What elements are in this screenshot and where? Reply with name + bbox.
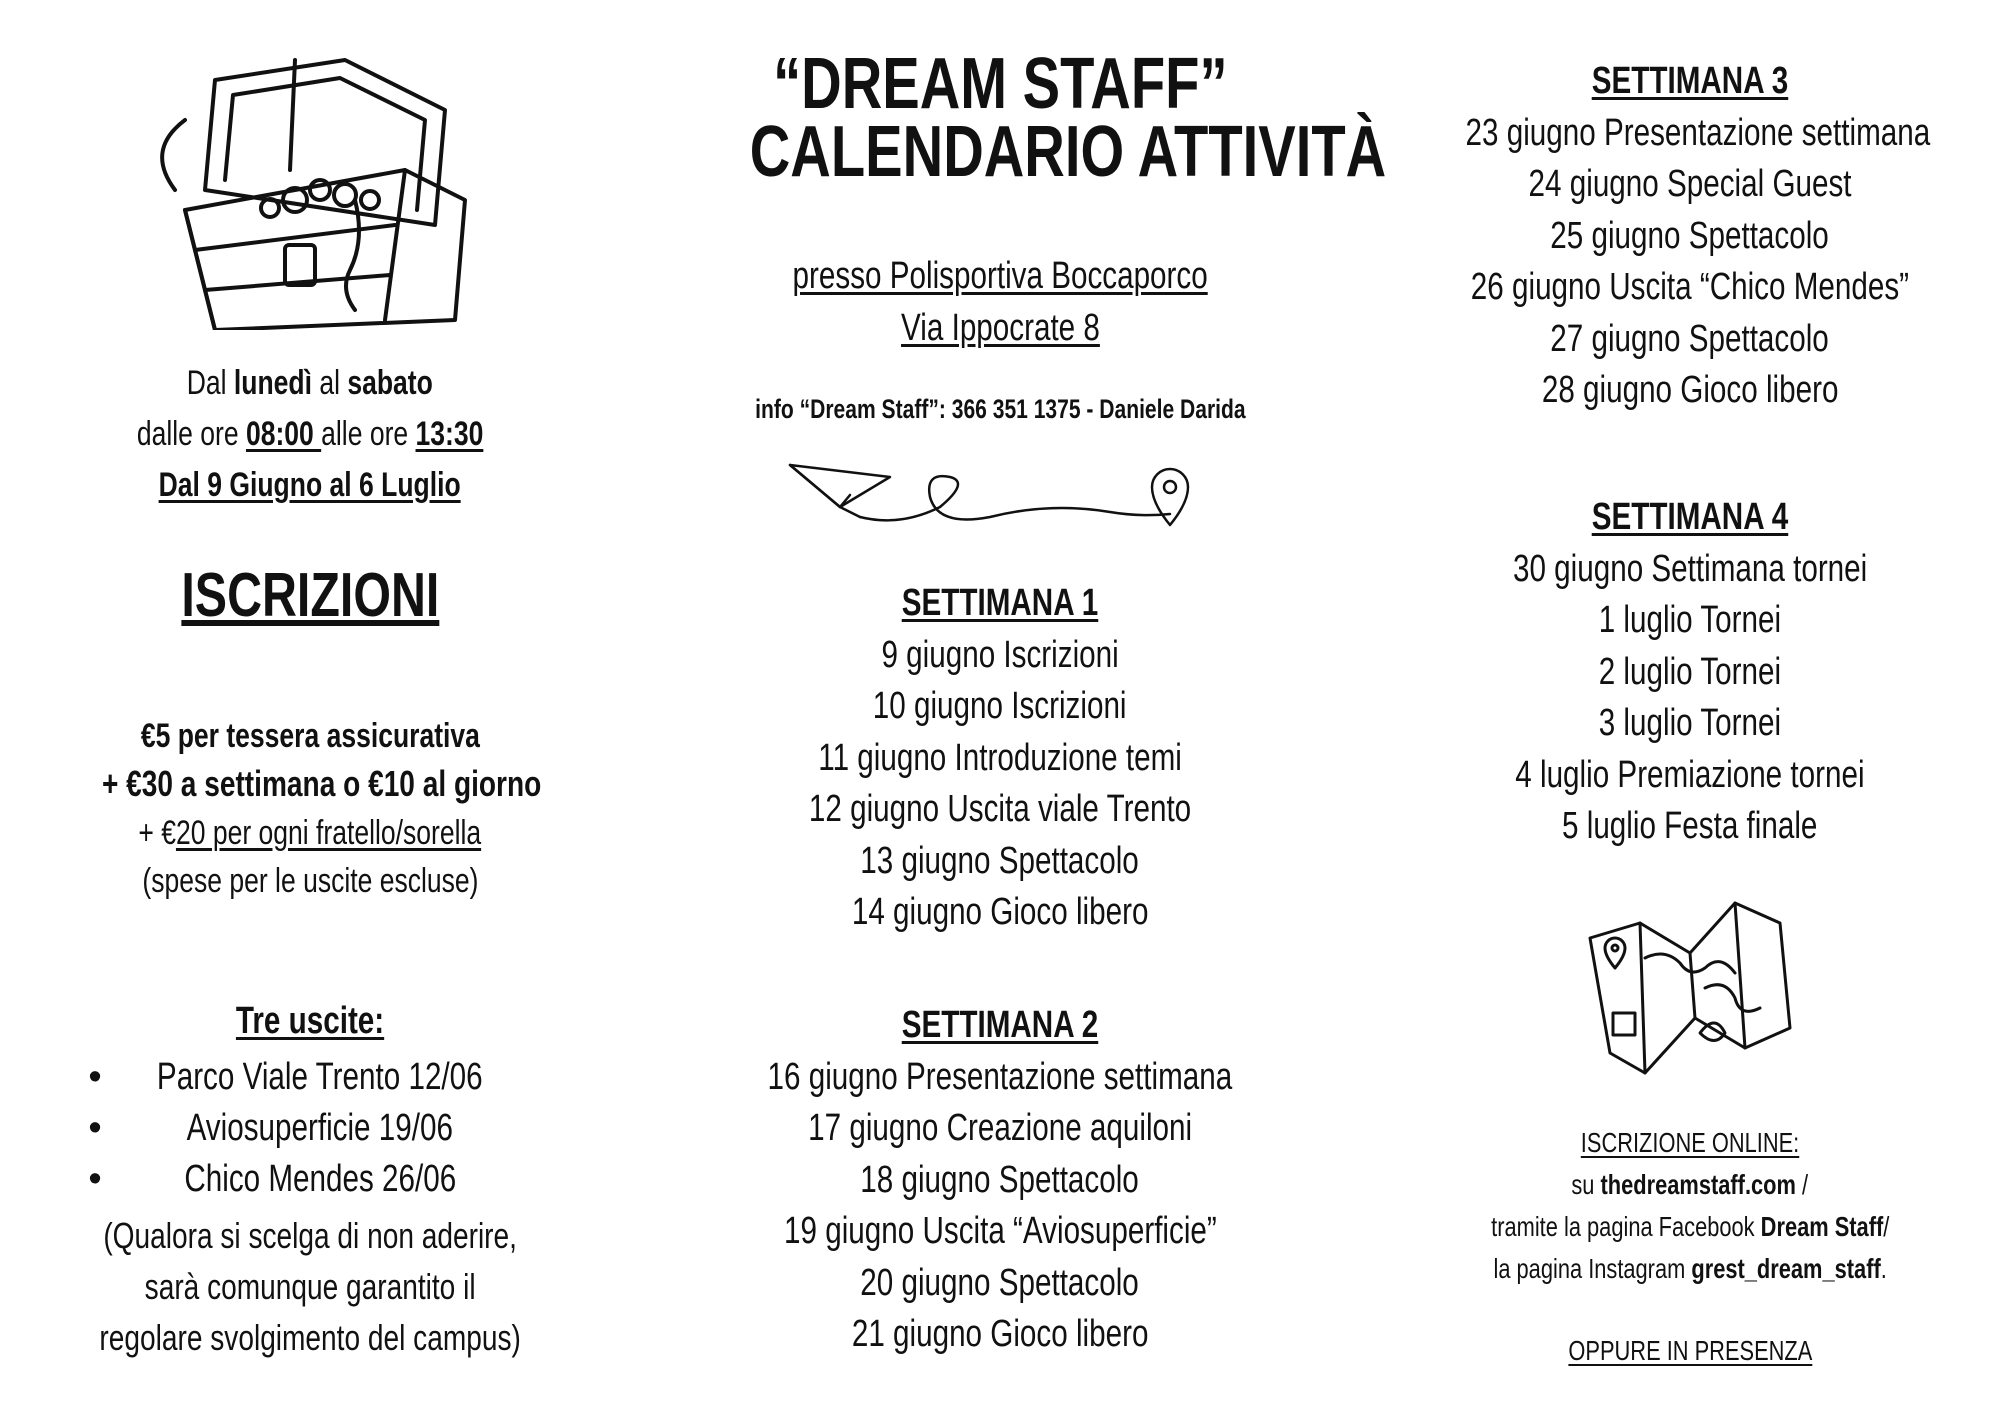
outings-note: (Qualora si scelga di non aderire, sarà comunque garantito il regolare svolgimento del campus) (99, 1215, 521, 1358)
days-prefix: Dal (186, 364, 235, 402)
day-item: 19 giugno Uscita “Aviosuperficie” (783, 1210, 1217, 1252)
day-item: 11 giugno Introduzione temi (818, 736, 1182, 779)
day-item: 13 giugno Spettacolo (860, 839, 1140, 882)
website-link[interactable]: thedreamstaff.com (1600, 1169, 1797, 1200)
day-item: 21 giugno Gioco libero (851, 1313, 1149, 1355)
hours-prefix: dalle ore (136, 415, 246, 453)
period: Dal 9 Giugno al 6 Luglio (158, 466, 462, 504)
week-title: SETTIMANA 3 (1591, 60, 1789, 102)
day-item: 10 giugno Iscrizioni (873, 685, 1127, 727)
day-item: 5 luglio Festa finale (1562, 805, 1818, 847)
outings-title: Tre uscite: (235, 1000, 385, 1042)
day-item: 12 giugno Uscita viale Trento (808, 788, 1192, 830)
contact-info: info “Dream Staff”: 366 351 1375 - Daniele Darida (754, 394, 1246, 424)
online-registration: ISCRIZIONE ONLINE: su thedreamstaff.com / tramite la pagina Facebook Dream Staff/ la pagina Instagram grest_dream_staff. (1400, 1122, 1980, 1290)
facebook-link[interactable]: Dream Staff (1760, 1211, 1884, 1242)
bullet: • (88, 1158, 102, 1200)
page-title: “DREAM STAFF” CALENDARIO ATTIVITÀ (749, 44, 1387, 192)
left-column (40, 0, 580, 1414)
week-title: SETTIMANA 2 (901, 1004, 1099, 1046)
hours-mid: alle ore (321, 415, 416, 453)
day-item: 28 giugno Gioco libero (1541, 369, 1839, 411)
prices (40, 712, 580, 905)
list-item: • Aviosuperficie 19/06 (80, 1103, 560, 1154)
day-item: 14 giugno Gioco libero (851, 891, 1149, 933)
venue-address: Via Ippocrate 8 (900, 307, 1100, 349)
venue (660, 250, 1340, 354)
day-item: 24 giugno Special Guest (1528, 163, 1852, 205)
price-note: (spese per le uscite escluse) (141, 862, 479, 900)
paper-plane-icon (780, 455, 1200, 555)
list-item: • Parco Viale Trento 12/06 (80, 1052, 560, 1103)
price-sibling: 20 per ogni fratello/sorella (176, 814, 482, 852)
day-item: 9 giugno Iscrizioni (881, 633, 1119, 676)
day-to: sabato (347, 364, 434, 402)
bullet: • (88, 1056, 102, 1098)
week-3 (1400, 56, 1980, 417)
day-item: 2 luglio Tornei (1598, 650, 1782, 693)
day-item: 27 giugno Spettacolo (1550, 317, 1830, 360)
sibling-prefix: + € (138, 814, 177, 852)
instagram-link[interactable]: grest_dream_staff (1691, 1253, 1881, 1284)
day-item: 17 giugno Creazione aquiloni (808, 1107, 1192, 1149)
week-2 (660, 1000, 1340, 1361)
time-from: 08:00 (245, 415, 322, 453)
middle-column (660, 0, 1387, 1414)
registration-title: ISCRIZIONI (181, 561, 439, 630)
day-item: 30 giugno Settimana tornei (1512, 547, 1868, 590)
day-item: 20 giugno Spettacolo (860, 1261, 1140, 1304)
time-to: 13:30 (415, 415, 484, 453)
day-item: 16 giugno Presentazione settimana (767, 1055, 1233, 1098)
venue-name: presso Polisportiva Boccaporco (792, 255, 1208, 297)
day-item: 1 luglio Tornei (1598, 599, 1782, 641)
day-from: lunedì (234, 364, 313, 402)
schedule (40, 358, 580, 511)
outings-list (80, 1052, 560, 1205)
day-item: 26 giugno Uscita “Chico Mendes” (1470, 266, 1910, 308)
right-column (1400, 0, 1980, 1414)
price-weekly: + €30 a settimana o €10 al giorno (101, 763, 542, 804)
day-item: 4 luglio Premiazione tornei (1515, 753, 1865, 796)
week-title: SETTIMANA 4 (1591, 496, 1789, 538)
day-item: 18 giugno Spettacolo (860, 1158, 1140, 1201)
days-mid: al (312, 364, 348, 402)
week-title: SETTIMANA 1 (901, 582, 1099, 624)
day-item: 3 luglio Tornei (1598, 702, 1782, 744)
location-pin-icon (1152, 469, 1188, 525)
in-person-note: OPPURE IN PRESENZA (1568, 1335, 1812, 1366)
day-item: 23 giugno Presentazione settimana (1465, 111, 1931, 154)
list-item: • Chico Mendes 26/06 (80, 1154, 560, 1205)
week-1 (660, 578, 1340, 939)
day-item: 25 giugno Spettacolo (1550, 214, 1830, 257)
map-icon (1585, 898, 1795, 1078)
bullet: • (88, 1107, 102, 1149)
online-title: ISCRIZIONE ONLINE: (1580, 1127, 1800, 1158)
week-4 (1400, 492, 1980, 853)
price-insurance: €5 per tessera assicurativa (140, 717, 480, 755)
treasure-chest-icon (145, 50, 485, 330)
